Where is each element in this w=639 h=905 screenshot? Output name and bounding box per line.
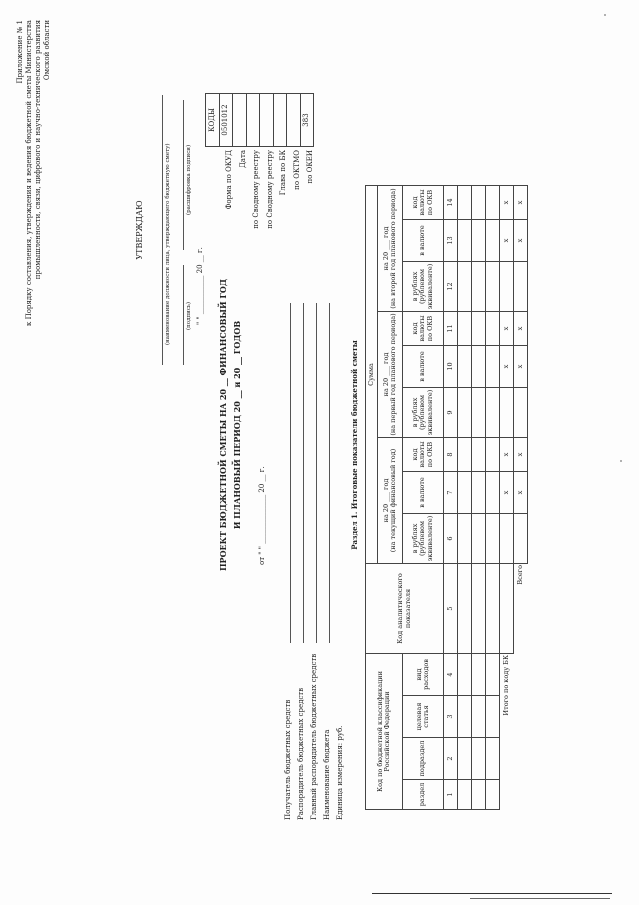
table-cell (500, 388, 514, 438)
table-cell (472, 186, 486, 220)
table-cell (472, 438, 486, 472)
col-number: 13 (444, 220, 458, 262)
table-cell (458, 696, 472, 738)
sum-header: Сумма (366, 186, 378, 564)
document-title-line1: ПРОЕКТ БЮДЖЕТНОЙ СМЕТЫ НА 20 __ ФИНАНСОВЫЙ ГОД (218, 279, 228, 571)
decoding-caption: (расшифровка подписи) (186, 144, 192, 215)
table-cell (486, 514, 500, 564)
col-number: 7 (444, 472, 458, 514)
position-line (162, 95, 163, 365)
date-code-cell (233, 94, 247, 147)
table-cell (458, 220, 472, 262)
col-number: 2 (444, 738, 458, 780)
signature-line (183, 265, 184, 365)
document-date: от " " ______________ 20 __ г. (258, 466, 266, 565)
codes-table (205, 93, 314, 147)
x-mark: x (514, 312, 528, 346)
x-mark: x (514, 438, 528, 472)
table-cell (472, 696, 486, 738)
col-expense: вид расходов (403, 654, 444, 696)
appendix-header (16, 20, 52, 326)
table-cell (472, 654, 486, 696)
section-title: Раздел 1. Итоговые показатели бюджетной сметы (350, 340, 359, 550)
table-cell (472, 388, 486, 438)
col-number: 1 (444, 780, 458, 810)
bk-header: Код по бюджетной классификации Российской Федерации (366, 654, 403, 810)
chief-manager-line (316, 303, 317, 643)
appendix-number: Приложение № 1 (16, 20, 24, 84)
col-subsection: подраздел (403, 738, 444, 780)
approval-date: " " ___________ 20 __ г. (196, 247, 204, 325)
col-currency: в валюте (403, 220, 444, 262)
field-labels (282, 654, 347, 820)
x-mark: x (500, 220, 514, 262)
oktmo-code-cell (287, 94, 301, 147)
manager-label: Распорядитель бюджетных средств (297, 687, 305, 820)
year2-subtitle: (на первый год планового периода) (389, 313, 397, 436)
table-cell (472, 738, 486, 780)
table-cell (472, 514, 486, 564)
x-mark: x (500, 312, 514, 346)
table-cell (486, 738, 500, 780)
col-number: 8 (444, 438, 458, 472)
chief-manager-label: Главный распорядитель бюджетных средств (310, 653, 318, 820)
approval-title: УТВЕРЖДАЮ (135, 200, 144, 260)
table-cell (486, 186, 500, 220)
table-cell (514, 388, 528, 438)
date-label: Дата (238, 150, 247, 168)
total-all-label: Всего (516, 565, 524, 585)
table-cell (486, 346, 500, 388)
year3-header (378, 186, 403, 312)
col-rub: в рублях (рублевом эквиваленте) (403, 514, 444, 564)
col-rub: в рублях (рублевом эквиваленте) (403, 388, 444, 438)
col-number: 11 (444, 312, 458, 346)
table-cell (472, 564, 486, 654)
col-okv: код валюты по ОКВ (403, 312, 444, 346)
table-cell (486, 654, 500, 696)
x-mark: x (514, 186, 528, 220)
codes-header: КОДЫ (206, 94, 220, 147)
form-code-cell: 0501012 (219, 94, 233, 147)
budget-table (365, 185, 528, 810)
table-cell (458, 472, 472, 514)
table-cell (500, 514, 514, 564)
okei-label: по ОКЕИ (306, 150, 314, 184)
x-mark: x (500, 438, 514, 472)
year2-title: на 20 ___ год (381, 352, 390, 397)
table-row (486, 186, 500, 810)
table-cell (472, 472, 486, 514)
table-cell (458, 564, 472, 654)
registry2-label: по Сводному реестру (265, 150, 274, 229)
budget-label: Наименование бюджета (323, 729, 331, 820)
recipient-line (290, 303, 291, 643)
x-mark: x (500, 472, 514, 514)
col-okv: код валюты по ОКВ (403, 438, 444, 472)
appendix-line: Омской области (43, 20, 51, 81)
table-cell (514, 262, 528, 312)
col-number: 14 (444, 186, 458, 220)
table-cell (458, 514, 472, 564)
table-cell (458, 780, 472, 810)
x-mark: x (500, 346, 514, 388)
registry-label: по Сводному реестру (252, 150, 260, 229)
chapter-code-cell (273, 94, 287, 147)
manager-line (303, 303, 304, 643)
col-number: 5 (444, 564, 458, 654)
table-cell (472, 262, 486, 312)
total-all-row (514, 186, 528, 810)
table-cell (500, 262, 514, 312)
table-cell (486, 438, 500, 472)
table-cell (486, 564, 500, 654)
table-cell (472, 220, 486, 262)
col-currency: в валюте (403, 472, 444, 514)
x-mark: x (500, 186, 514, 220)
table-cell (486, 220, 500, 262)
table-cell (458, 738, 472, 780)
budget-line (329, 303, 330, 643)
year1-header (378, 438, 403, 564)
okei-code-cell: 383 (300, 94, 314, 147)
table-cell (486, 262, 500, 312)
year1-subtitle: (на текущий финансовый год) (389, 448, 397, 553)
col-section: раздел (403, 780, 444, 810)
appendix-line: к Порядку составления, утверждения и ведения бюджетной сметы Министерства (25, 20, 33, 327)
year2-header (378, 312, 403, 438)
table-cell (472, 312, 486, 346)
form-label: Форма по ОКУД (225, 150, 233, 210)
x-mark: x (514, 220, 528, 262)
table-cell (486, 472, 500, 514)
table-cell (514, 514, 528, 564)
oktmo-label: по ОКТМО (292, 150, 301, 190)
total-bk-row (500, 186, 514, 810)
table-row (458, 186, 472, 810)
col-number: 10 (444, 346, 458, 388)
table-cell (458, 186, 472, 220)
chapter-label: Глава по БК (279, 150, 287, 196)
col-number: 12 (444, 262, 458, 312)
col-number: 6 (444, 514, 458, 564)
col-currency: в валюте (403, 346, 444, 388)
table-cell (486, 312, 500, 346)
year1-title: на 20 ___ год (381, 478, 390, 523)
registry2-code-cell (260, 94, 274, 147)
recipient-label: Получатель бюджетных средств (284, 699, 292, 820)
total-bk-label: Итого по коду БК (500, 654, 514, 810)
col-number: 9 (444, 388, 458, 438)
table-cell (458, 654, 472, 696)
table-row (472, 186, 486, 810)
x-mark: x (514, 472, 528, 514)
decoding-line (183, 100, 184, 250)
position-caption: (наименование должности лица, утверждающего бюджетную смету) (165, 143, 171, 345)
codes-labels (223, 150, 318, 229)
table-cell (486, 388, 500, 438)
col-number: 3 (444, 696, 458, 738)
document-title-line2: И ПЛАНОВЫЙ ПЕРИОД 20 __ и 20 __ ГОДОВ (232, 320, 242, 530)
col-okv: код валюты по ОКВ (403, 186, 444, 220)
table-cell (458, 388, 472, 438)
table-cell (500, 564, 514, 654)
year3-subtitle: (на второй год планового периода) (389, 188, 397, 309)
table-cell (458, 346, 472, 388)
table-cell (472, 346, 486, 388)
col-target: целевая статья (403, 696, 444, 738)
registry-code-cell (246, 94, 260, 147)
unit-label: Единица измерения: руб. (336, 725, 344, 820)
table-cell (472, 780, 486, 810)
table-cell (458, 438, 472, 472)
appendix-line: промышленности, связи, цифрового и научно-технического развития (34, 20, 42, 280)
table-cell (458, 312, 472, 346)
analytic-header: Код аналитического показателя (366, 564, 444, 654)
table-cell (486, 780, 500, 810)
signature-caption: (подпись) (186, 301, 192, 330)
table-cell (486, 696, 500, 738)
x-mark: x (514, 346, 528, 388)
col-number: 4 (444, 654, 458, 696)
year3-title: на 20 ___ год (381, 226, 390, 271)
table-cell (458, 262, 472, 312)
col-rub: в рублях (рублевом эквиваленте) (403, 262, 444, 312)
